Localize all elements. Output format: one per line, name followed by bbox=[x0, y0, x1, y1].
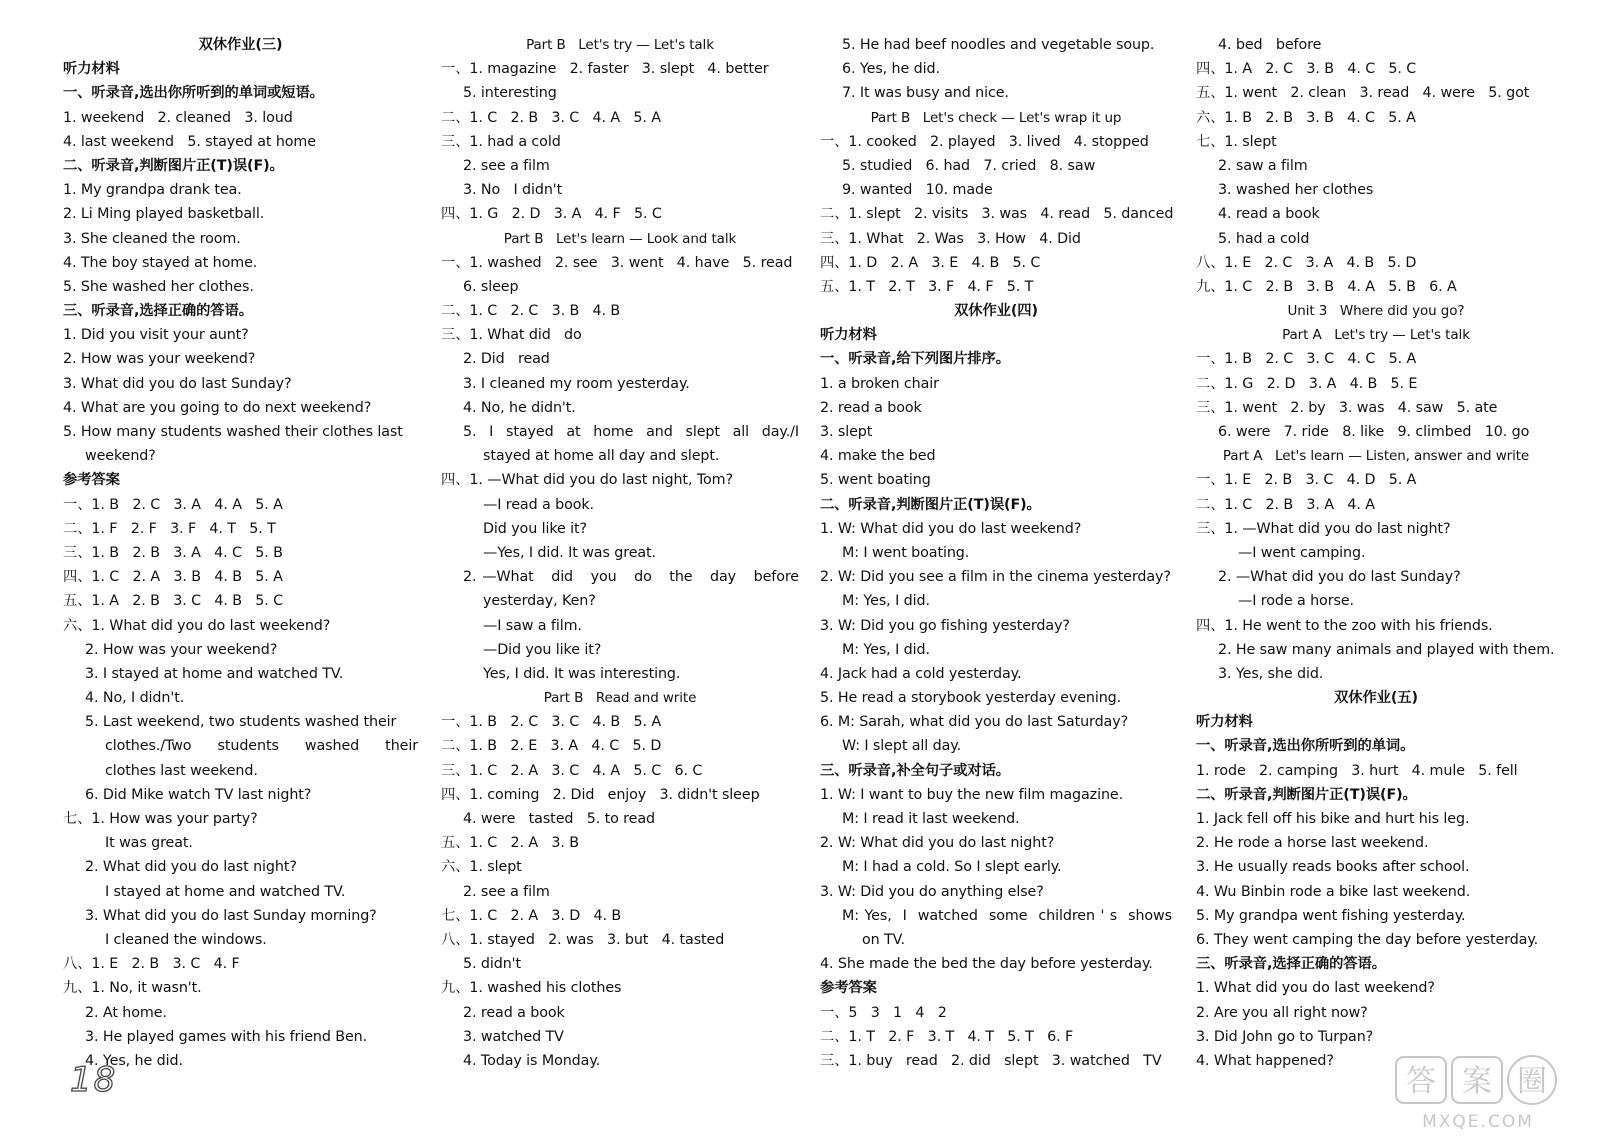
answer-line: 4. Wu Binbin rode a bike last weekend. bbox=[1196, 883, 1471, 900]
answer-line: 二、1. C 2. B 3. C 4. A 5. A bbox=[441, 109, 661, 126]
answer-line: 5. I stayed at home and slept all day./I bbox=[463, 424, 799, 440]
section-heading: 双休作业(四) bbox=[954, 303, 1038, 320]
section-heading: Part B Let's check — Let's wrap it up bbox=[870, 109, 1122, 126]
section-heading: 听力材料 bbox=[820, 327, 877, 344]
answer-line: 4. Jack had a cold yesterday. bbox=[820, 665, 1022, 682]
answer-line: 4. Yes, he did. bbox=[85, 1052, 183, 1069]
answer-line: 2. see a film bbox=[463, 883, 550, 900]
answer-line: 四、1. A 2. C 3. B 4. C 5. C bbox=[1196, 61, 1417, 78]
section-heading: 参考答案 bbox=[820, 980, 877, 997]
answer-line: 7. It was busy and nice. bbox=[842, 85, 1009, 102]
answer-line: 6. Yes, he did. bbox=[842, 61, 940, 78]
answer-line: 6. They went camping the day before yesterday. bbox=[1196, 931, 1539, 948]
answer-line: 九、1. C 2. B 3. B 4. A 5. B 6. A bbox=[1196, 278, 1457, 295]
answer-line: —I rode a horse. bbox=[1238, 593, 1354, 610]
section-heading: 参考答案 bbox=[63, 472, 120, 489]
answer-line: 9. wanted 10. made bbox=[842, 182, 993, 199]
answer-line: M: I had a cold. So I slept early. bbox=[842, 859, 1062, 876]
answer-line: 九、1. washed his clothes bbox=[441, 980, 622, 997]
section-heading: 一、听录音,选出你所听到的单词或短语。 bbox=[63, 85, 324, 102]
answer-line: 3. What did you do last Sunday? bbox=[63, 375, 292, 392]
answer-line: 四、1. —What did you do last night, Tom? bbox=[441, 472, 733, 489]
section-heading: Unit 3 Where did you go? bbox=[1287, 303, 1465, 320]
answer-line: 4. bed before bbox=[1218, 37, 1322, 53]
answer-line: 四、1. coming 2. Did enjoy 3. didn't sleep bbox=[441, 786, 760, 803]
answer-line: M: Yes, I did. bbox=[842, 641, 930, 658]
answer-line: 1. Jack fell off his bike and hurt his leg. bbox=[1196, 811, 1470, 827]
answer-line: 4. What are you going to do next weekend? bbox=[63, 399, 372, 416]
answer-line: 4. make the bed bbox=[820, 448, 936, 465]
answer-line: 一、1. magazine 2. faster 3. slept 4. better bbox=[441, 61, 769, 78]
answer-line: 1. weekend 2. cleaned 3. loud bbox=[63, 109, 293, 126]
answer-line: 二、1. slept 2. visits 3. was 4. read 5. danced bbox=[820, 206, 1174, 223]
answer-line: yesterday, Ken? bbox=[483, 593, 596, 610]
answer-line: M: Yes, I watched some children ' s shows bbox=[842, 907, 1172, 924]
section-heading: 二、听录音,判断图片正(T)误(F)。 bbox=[63, 157, 284, 174]
answer-line: 2. Did read bbox=[463, 351, 550, 368]
answer-line: 七、1. slept bbox=[1196, 133, 1277, 150]
answer-line: 2. He saw many animals and played with them. bbox=[1218, 641, 1555, 658]
answer-line: 二、1. T 2. F 3. T 4. T 5. T 6. F bbox=[820, 1028, 1074, 1045]
answer-line: 2. He rode a horse last weekend. bbox=[1196, 835, 1429, 852]
answer-line: 2. see a film bbox=[463, 157, 550, 174]
answer-line: 1. Did you visit your aunt? bbox=[63, 327, 249, 344]
answer-line: Did you like it? bbox=[483, 520, 588, 537]
answer-line: 四、1. G 2. D 3. A 4. F 5. C bbox=[441, 206, 662, 223]
answer-line: 5. had a cold bbox=[1218, 230, 1310, 247]
answer-line: 2. Li Ming played basketball. bbox=[63, 206, 265, 223]
answer-line: 二、1. C 2. C 3. B 4. B bbox=[441, 303, 621, 320]
answer-line: I stayed at home and watched TV. bbox=[105, 883, 346, 900]
section-heading: 二、听录音,判断图片正(T)误(F)。 bbox=[1196, 786, 1417, 803]
answer-line: 4. What happened? bbox=[1196, 1052, 1334, 1069]
answer-line: 九、1. No, it wasn't. bbox=[63, 980, 202, 997]
answer-line: 三、1. went 2. by 3. was 4. saw 5. ate bbox=[1196, 399, 1498, 416]
section-heading: 三、听录音,选择正确的答语。 bbox=[63, 303, 253, 320]
answer-line: 三、1. C 2. A 3. C 4. A 5. C 6. C bbox=[441, 762, 703, 779]
answer-line: 三、1. had a cold bbox=[441, 133, 561, 150]
section-heading: Part B Read and write bbox=[543, 690, 697, 707]
page-number: 18 bbox=[70, 1060, 118, 1100]
answer-line: 1. W: What did you do last weekend? bbox=[820, 520, 1082, 537]
answer-line: 4. The boy stayed at home. bbox=[63, 254, 258, 271]
answer-line: 5. Last weekend, two students washed their bbox=[85, 714, 397, 731]
answer-line: 3. No I didn't bbox=[463, 182, 563, 199]
answer-line: 一、5 3 1 4 2 bbox=[820, 1004, 947, 1021]
answer-line: 5. How many students washed their clothes last bbox=[63, 424, 403, 440]
answer-line: 2. W: Did you see a film in the cinema yesterday? bbox=[820, 569, 1171, 586]
answer-line: 七、1. C 2. A 3. D 4. B bbox=[441, 907, 622, 924]
section-heading: 听力材料 bbox=[63, 61, 120, 78]
answer-line: 6. were 7. ride 8. like 9. climbed 10. go bbox=[1218, 424, 1530, 440]
answer-line: 5. He had beef noodles and vegetable soup. bbox=[842, 37, 1155, 53]
answer-line: 一、1. cooked 2. played 3. lived 4. stopped bbox=[820, 133, 1149, 150]
answer-line: 八、1. stayed 2. was 3. but 4. tasted bbox=[441, 931, 725, 948]
watermark-url: MXQE.COM bbox=[1422, 1112, 1534, 1132]
answer-line: 4. No, I didn't. bbox=[85, 690, 185, 707]
section-heading: 一、听录音,选出你所听到的单词。 bbox=[1196, 738, 1415, 755]
answer-line: 四、1. He went to the zoo with his friends. bbox=[1196, 617, 1493, 634]
section-heading: 双休作业(三) bbox=[198, 37, 283, 53]
answer-line: 1. a broken chair bbox=[820, 375, 939, 392]
answer-line: 三、1. What 2. Was 3. How 4. Did bbox=[820, 230, 1081, 247]
answer-line: 5. studied 6. had 7. cried 8. saw bbox=[842, 157, 1096, 174]
answer-column-4 bbox=[1196, 33, 1556, 1073]
answer-line: 2. How was your weekend? bbox=[85, 641, 278, 658]
answer-line: stayed at home all day and slept. bbox=[483, 448, 720, 465]
answer-line: Yes, I did. It was interesting. bbox=[483, 665, 681, 682]
answer-line: 2. How was your weekend? bbox=[63, 351, 256, 368]
answer-line: 八、1. E 2. B 3. C 4. F bbox=[63, 956, 240, 973]
answer-line: 4. No, he didn't. bbox=[463, 399, 576, 416]
answer-line: 五、1. T 2. T 3. F 4. F 5. T bbox=[820, 278, 1034, 295]
answer-line: 4. read a book bbox=[1218, 206, 1320, 223]
answer-line: 5. He read a storybook yesterday evening. bbox=[820, 690, 1122, 707]
answer-line: —Did you like it? bbox=[483, 641, 602, 658]
answer-line: 5. interesting bbox=[463, 85, 557, 102]
answer-line: 一、1. B 2. C 3. C 4. B 5. A bbox=[441, 714, 662, 731]
answer-line: 3. What did you do last Sunday morning? bbox=[85, 907, 377, 924]
answer-column-2 bbox=[441, 33, 799, 1073]
answer-line: 一、1. washed 2. see 3. went 4. have 5. read bbox=[441, 254, 793, 271]
section-heading: 三、听录音,补全句子或对话。 bbox=[820, 762, 1010, 779]
answer-line: 3. She cleaned the room. bbox=[63, 230, 241, 247]
answer-line: 3. He usually reads books after school. bbox=[1196, 859, 1470, 876]
answer-line: 4. were tasted 5. to read bbox=[463, 811, 655, 827]
answer-column-1 bbox=[63, 33, 418, 1073]
answer-line: 5. went boating bbox=[820, 472, 931, 489]
section-heading: 听力材料 bbox=[1196, 714, 1253, 731]
answer-line: I cleaned the windows. bbox=[105, 931, 267, 948]
answer-line: 六、1. What did you do last weekend? bbox=[63, 617, 331, 634]
answer-line: 4. last weekend 5. stayed at home bbox=[63, 133, 316, 150]
answer-line: 五、1. C 2. A 3. B bbox=[441, 835, 579, 852]
answer-line: 2. read a book bbox=[463, 1004, 565, 1021]
answer-line: 2. What did you do last night? bbox=[85, 859, 297, 876]
watermark-logo bbox=[1392, 1053, 1562, 1133]
answer-line: 3. watched TV bbox=[463, 1028, 564, 1045]
answer-line: 二、1. C 2. B 3. A 4. A bbox=[1196, 496, 1375, 513]
answer-line: clothes last weekend. bbox=[105, 762, 258, 779]
answer-line: clothes./Two students washed their bbox=[105, 738, 418, 755]
section-heading: 一、听录音,给下列图片排序。 bbox=[820, 351, 1010, 368]
section-heading: 双休作业(五) bbox=[1334, 690, 1418, 707]
answer-line: 二、1. G 2. D 3. A 4. B 5. E bbox=[1196, 375, 1418, 392]
section-heading: Part B Let's try — Let's talk bbox=[526, 37, 714, 53]
answer-line: on TV. bbox=[862, 931, 905, 948]
answer-line: —I went camping. bbox=[1238, 544, 1366, 561]
answer-line: 3. W: Did you go fishing yesterday? bbox=[820, 617, 1070, 634]
answer-line: 一、1. B 2. C 3. A 4. A 5. A bbox=[63, 496, 283, 513]
answer-line: 六、1. B 2. B 3. B 4. C 5. A bbox=[1196, 109, 1416, 126]
answer-line: 3. W: Did you do anything else? bbox=[820, 883, 1044, 900]
answer-line: 二、1. F 2. F 3. F 4. T 5. T bbox=[63, 520, 276, 537]
answer-line: 3. washed her clothes bbox=[1218, 182, 1374, 199]
answer-line: 5. didn't bbox=[463, 956, 522, 973]
answer-line: M: I went boating. bbox=[842, 544, 970, 561]
answer-line: It was great. bbox=[105, 835, 193, 852]
answer-line: 三、1. What did do bbox=[441, 327, 582, 344]
section-heading: Part A Let's try — Let's talk bbox=[1282, 327, 1470, 344]
answer-line: 3. I cleaned my room yesterday. bbox=[463, 375, 690, 392]
answer-line: 2. Are you all right now? bbox=[1196, 1004, 1368, 1021]
answer-line: 3. slept bbox=[820, 424, 873, 440]
answer-line: —I saw a film. bbox=[483, 617, 582, 634]
answer-line: 3. He played games with his friend Ben. bbox=[85, 1028, 368, 1045]
watermark-char-1: 答 bbox=[1406, 1064, 1436, 1099]
answer-line: M: I read it last weekend. bbox=[842, 811, 1020, 827]
section-heading: 二、听录音,判断图片正(T)误(F)。 bbox=[820, 496, 1041, 513]
answer-line: 1. W: I want to buy the new film magazine. bbox=[820, 786, 1124, 803]
answer-line: 3. Did John go to Turpan? bbox=[1196, 1028, 1374, 1045]
answer-line: 2. W: What did you do last night? bbox=[820, 835, 1055, 852]
answer-line: 五、1. went 2. clean 3. read 4. were 5. got bbox=[1196, 85, 1530, 102]
answer-line: 三、1. buy read 2. did slept 3. watched TV bbox=[820, 1052, 1162, 1069]
answer-line: 4. She made the bed the day before yesterday. bbox=[820, 956, 1153, 973]
answer-line: 二、1. B 2. E 3. A 4. C 5. D bbox=[441, 738, 662, 755]
answer-line: 6. sleep bbox=[463, 278, 519, 295]
section-heading: Part A Let's learn — Listen, answer and write bbox=[1222, 448, 1530, 465]
answer-line: 八、1. E 2. C 3. A 4. B 5. D bbox=[1196, 254, 1417, 271]
answer-line: 1. What did you do last weekend? bbox=[1196, 980, 1435, 997]
answer-line: 四、1. D 2. A 3. E 4. B 5. C bbox=[820, 254, 1041, 271]
watermark-char-2: 案 bbox=[1462, 1064, 1492, 1099]
answer-line: —I read a book. bbox=[483, 496, 594, 513]
answer-line: 6. M: Sarah, what did you do last Saturday? bbox=[820, 714, 1129, 731]
answer-line: 1. rode 2. camping 3. hurt 4. mule 5. fell bbox=[1196, 762, 1518, 779]
answer-line: 2. —What did you do the day before bbox=[463, 569, 799, 586]
answer-line: 3. I stayed at home and watched TV. bbox=[85, 665, 344, 682]
answer-line: 五、1. A 2. B 3. C 4. B 5. C bbox=[63, 593, 284, 610]
answer-line: 七、1. How was your party? bbox=[63, 811, 258, 827]
answer-line: 三、1. —What did you do last night? bbox=[1196, 520, 1451, 537]
answer-line: —Yes, I did. It was great. bbox=[483, 544, 656, 561]
answer-column-3 bbox=[820, 33, 1172, 1073]
section-heading: Part B Let's learn — Look and talk bbox=[503, 230, 737, 247]
answer-line: 2. read a book bbox=[820, 399, 922, 416]
answer-line: 2. saw a film bbox=[1218, 157, 1308, 174]
section-heading: 三、听录音,选择正确的答语。 bbox=[1196, 956, 1386, 973]
answer-line: 5. My grandpa went fishing yesterday. bbox=[1196, 907, 1466, 924]
answer-line: 四、1. C 2. A 3. B 4. B 5. A bbox=[63, 569, 283, 586]
answer-line: 5. She washed her clothes. bbox=[63, 278, 254, 295]
answer-line: 2. At home. bbox=[85, 1004, 167, 1021]
answer-line: W: I slept all day. bbox=[842, 738, 962, 755]
answer-line: 一、1. E 2. B 3. C 4. D 5. A bbox=[1196, 472, 1417, 489]
answer-line: 一、1. B 2. C 3. C 4. C 5. A bbox=[1196, 351, 1417, 368]
watermark-char-3: 圈 bbox=[1517, 1064, 1547, 1099]
answer-line: M: Yes, I did. bbox=[842, 593, 930, 610]
answer-line: 3. Yes, she did. bbox=[1218, 665, 1324, 682]
answer-line: 三、1. B 2. B 3. A 4. C 5. B bbox=[63, 544, 283, 561]
answer-line: 6. Did Mike watch TV last night? bbox=[85, 786, 312, 803]
answer-line: 4. Today is Monday. bbox=[463, 1052, 601, 1069]
answer-line: 2. —What did you do last Sunday? bbox=[1218, 569, 1461, 586]
answer-line: 1. My grandpa drank tea. bbox=[63, 182, 242, 199]
answer-line: 六、1. slept bbox=[441, 859, 522, 876]
answer-line: weekend? bbox=[85, 448, 156, 465]
